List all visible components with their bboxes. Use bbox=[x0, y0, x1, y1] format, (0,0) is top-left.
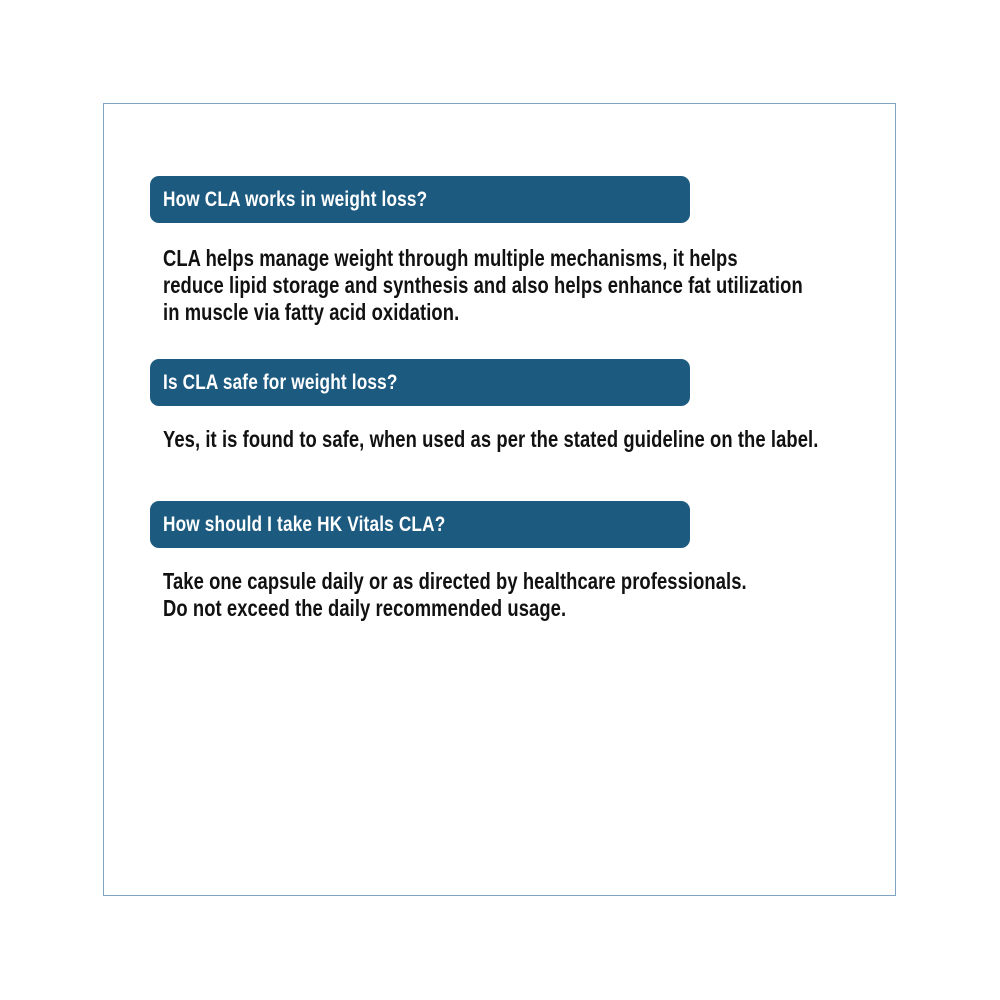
faq-question-bar bbox=[150, 501, 690, 548]
faq-answer-line: reduce lipid storage and synthesis and also helps enhance fat utilization bbox=[163, 272, 803, 298]
faq-question-bar bbox=[150, 359, 690, 406]
faq-item-is-cla-safe bbox=[150, 359, 850, 453]
faq-answer-line: Take one capsule daily or as directed by healthcare professionals. bbox=[163, 568, 747, 594]
faq-answer bbox=[163, 568, 983, 622]
faq-item-how-to-take bbox=[150, 501, 850, 622]
faq-question: Is CLA safe for weight loss? bbox=[163, 370, 398, 394]
faq-question: How CLA works in weight loss? bbox=[163, 187, 428, 211]
faq-question-bar bbox=[150, 176, 690, 223]
faq-answer-line: Yes, it is found to safe, when used as per the stated guideline on the label. bbox=[163, 426, 819, 452]
faq-answer-line: in muscle via fatty acid oxidation. bbox=[163, 299, 460, 325]
faq-answer bbox=[163, 426, 983, 453]
faq-question: How should I take HK Vitals CLA? bbox=[163, 512, 446, 536]
faq-answer bbox=[163, 245, 983, 326]
faq-item-how-cla-works bbox=[150, 176, 850, 326]
faq-answer-line: CLA helps manage weight through multiple mechanisms, it helps bbox=[163, 245, 738, 271]
faq-answer-line: Do not exceed the daily recommended usage. bbox=[163, 595, 567, 621]
